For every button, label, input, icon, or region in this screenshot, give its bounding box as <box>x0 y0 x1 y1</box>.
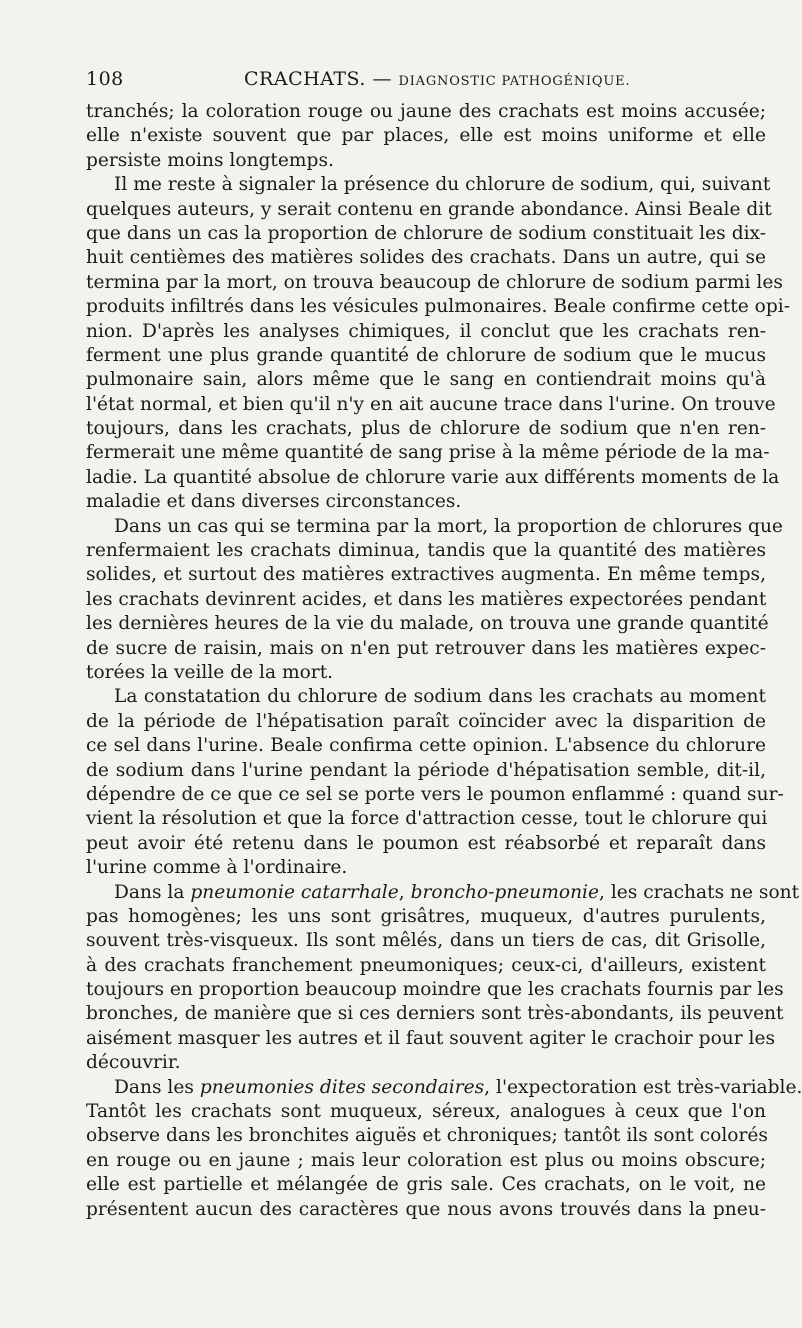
text-line: La constatation du chlorure de sodium dans les crachats au moment <box>114 686 766 708</box>
pneumonie-catarrhale-term: pneumonie catarrhale <box>190 881 399 903</box>
text-line: de la période de l'hépatisation paraît coïncider avec la disparition de <box>86 710 766 732</box>
body-text <box>86 100 802 1222</box>
text-line: ladie. La quantité absolue de chlorure varie aux différents moments de la <box>86 466 780 488</box>
text-line: observe dans les bronchites aiguës et chroniques; tantôt ils sont colorés <box>86 1125 768 1147</box>
text-line: pulmonaire sain, alors même que le sang en contiendrait moins qu'à <box>86 369 766 391</box>
text-line: de sucre de raisin, mais on n'en put retrouver dans les matières expec- <box>86 637 766 659</box>
title-separator: — <box>365 68 399 90</box>
text-line: Il me reste à signaler la présence du chlorure de sodium, qui, suivant <box>114 174 771 196</box>
text-line: solides, et surtout des matières extractives augmenta. En même temps, <box>86 564 766 586</box>
text-line: maladie et dans diverses circonstances. <box>86 491 462 513</box>
text-line: bronches, de manière que si ces derniers sont très-abondants, ils peuvent <box>86 1003 784 1025</box>
pneumonie-line-c: , les crachats ne sont <box>599 881 800 903</box>
text-line: Dans un cas qui se termina par la mort, la proportion de chlorures que <box>114 515 783 537</box>
text-block-2 <box>86 905 784 1076</box>
text-line <box>86 881 800 905</box>
page-number: 108 <box>86 68 124 90</box>
title-subtitle: DIAGNOSTIC PATHOGÉNIQUE. <box>398 74 631 89</box>
text-line: que dans un cas la proportion de chlorure de sodium constituait les dix- <box>86 222 766 244</box>
text-line: elle est partielle et mélangée de gris sale. Ces crachats, on le voit, ne <box>86 1174 766 1196</box>
pneumonie-line-b: , <box>398 881 411 903</box>
page <box>86 66 802 1222</box>
text-line: les dernières heures de la vie du malade, on trouva une grande quantité <box>86 613 769 635</box>
text-line: elle n'existe souvent que par places, elle est moins uniforme et elle <box>86 125 766 147</box>
text-line: toujours en proportion beaucoup moindre que les crachats fournis par les <box>86 979 784 1001</box>
text-line: Tantôt les crachats sont muqueux, séreux, analogues à ceux que l'on <box>86 1101 766 1123</box>
text-line: fermerait une même quantité de sang prise à la même période de la ma- <box>86 442 770 464</box>
text-line: souvent très-visqueux. Ils sont mêlés, dans un tiers de cas, dit Grisolle, <box>86 930 766 952</box>
text-line: nion. D'après les analyses chimiques, il conclut que les crachats ren- <box>86 320 766 342</box>
text-block-1 <box>86 100 790 881</box>
text-line: l'état normal, et bien qu'il n'y en ait aucune trace dans l'urine. On trouve <box>86 393 776 415</box>
text-line: ferment une plus grande quantité de chlorure de sodium que le mucus <box>86 344 766 366</box>
text-line: en rouge ou en jaune ; mais leur coloration est plus ou moins obscure; <box>86 1149 766 1171</box>
secondaires-line-b: , l'expectoration est très-variable. <box>484 1076 802 1098</box>
text-line: de sodium dans l'urine pendant la période d'hépatisation semble, dit-il, <box>86 759 766 781</box>
running-header <box>86 66 766 94</box>
text-line: tranchés; la coloration rouge ou jaune des crachats est moins accusée; <box>86 101 766 122</box>
text-line: les crachats devinrent acides, et dans les matières expectorées pendant <box>86 588 767 610</box>
text-line: aisément masquer les autres et il faut souvent agiter le crachoir pour les <box>86 1027 776 1049</box>
text-line: pas homogènes; les uns sont grisâtres, muqueux, d'autres purulents, <box>86 905 766 927</box>
text-line: présentent aucun des caractères que nous avons trouvés dans la pneu- <box>86 1198 766 1220</box>
title-main: CRACHATS. <box>244 68 366 90</box>
text-line: renfermaient les crachats diminua, tandis que la quantité des matières <box>86 540 766 562</box>
text-line: persiste moins longtemps. <box>86 149 334 171</box>
text-line: l'urine comme à l'ordinaire. <box>86 857 348 879</box>
text-line: produits infiltrés dans les vésicules pulmonaires. Beale confirme cette opi- <box>86 296 790 318</box>
text-line: peut avoir été retenu dans le poumon est réabsorbé et reparaît dans <box>86 832 766 854</box>
text-line: dépendre de ce que ce sel se porte vers le poumon enflammé : quand sur- <box>86 783 784 805</box>
text-line: à des crachats franchement pneumoniques; ceux-ci, d'ailleurs, existent <box>86 954 766 976</box>
pneumonies-secondaires-term: pneumonies dites secondaires <box>199 1076 485 1098</box>
text-line: torées la veille de la mort. <box>86 661 334 683</box>
text-block-3 <box>86 1100 766 1222</box>
text-line <box>86 1076 802 1100</box>
text-line: ce sel dans l'urine. Beale confirma cette opinion. L'absence du chlorure <box>86 735 766 757</box>
text-line: vient la résolution et que la force d'attraction cesse, tout le chlorure qui <box>86 808 768 830</box>
text-line: termina par la mort, on trouva beaucoup de chlorure de sodium parmi les <box>86 271 783 293</box>
broncho-pneumonie-term: broncho-pneumonie <box>410 881 600 903</box>
text-line: découvrir. <box>86 1052 181 1074</box>
running-title <box>244 68 630 90</box>
text-line: huit centièmes des matières solides des crachats. Dans un autre, qui se <box>86 247 766 269</box>
text-line: toujours, dans les crachats, plus de chlorure de sodium que n'en ren- <box>86 418 766 440</box>
pneumonie-line-a: Dans la <box>114 881 191 903</box>
text-line: quelques auteurs, y serait contenu en grande abondance. Ainsi Beale dit <box>86 198 772 220</box>
secondaires-line-a: Dans les <box>114 1076 200 1098</box>
